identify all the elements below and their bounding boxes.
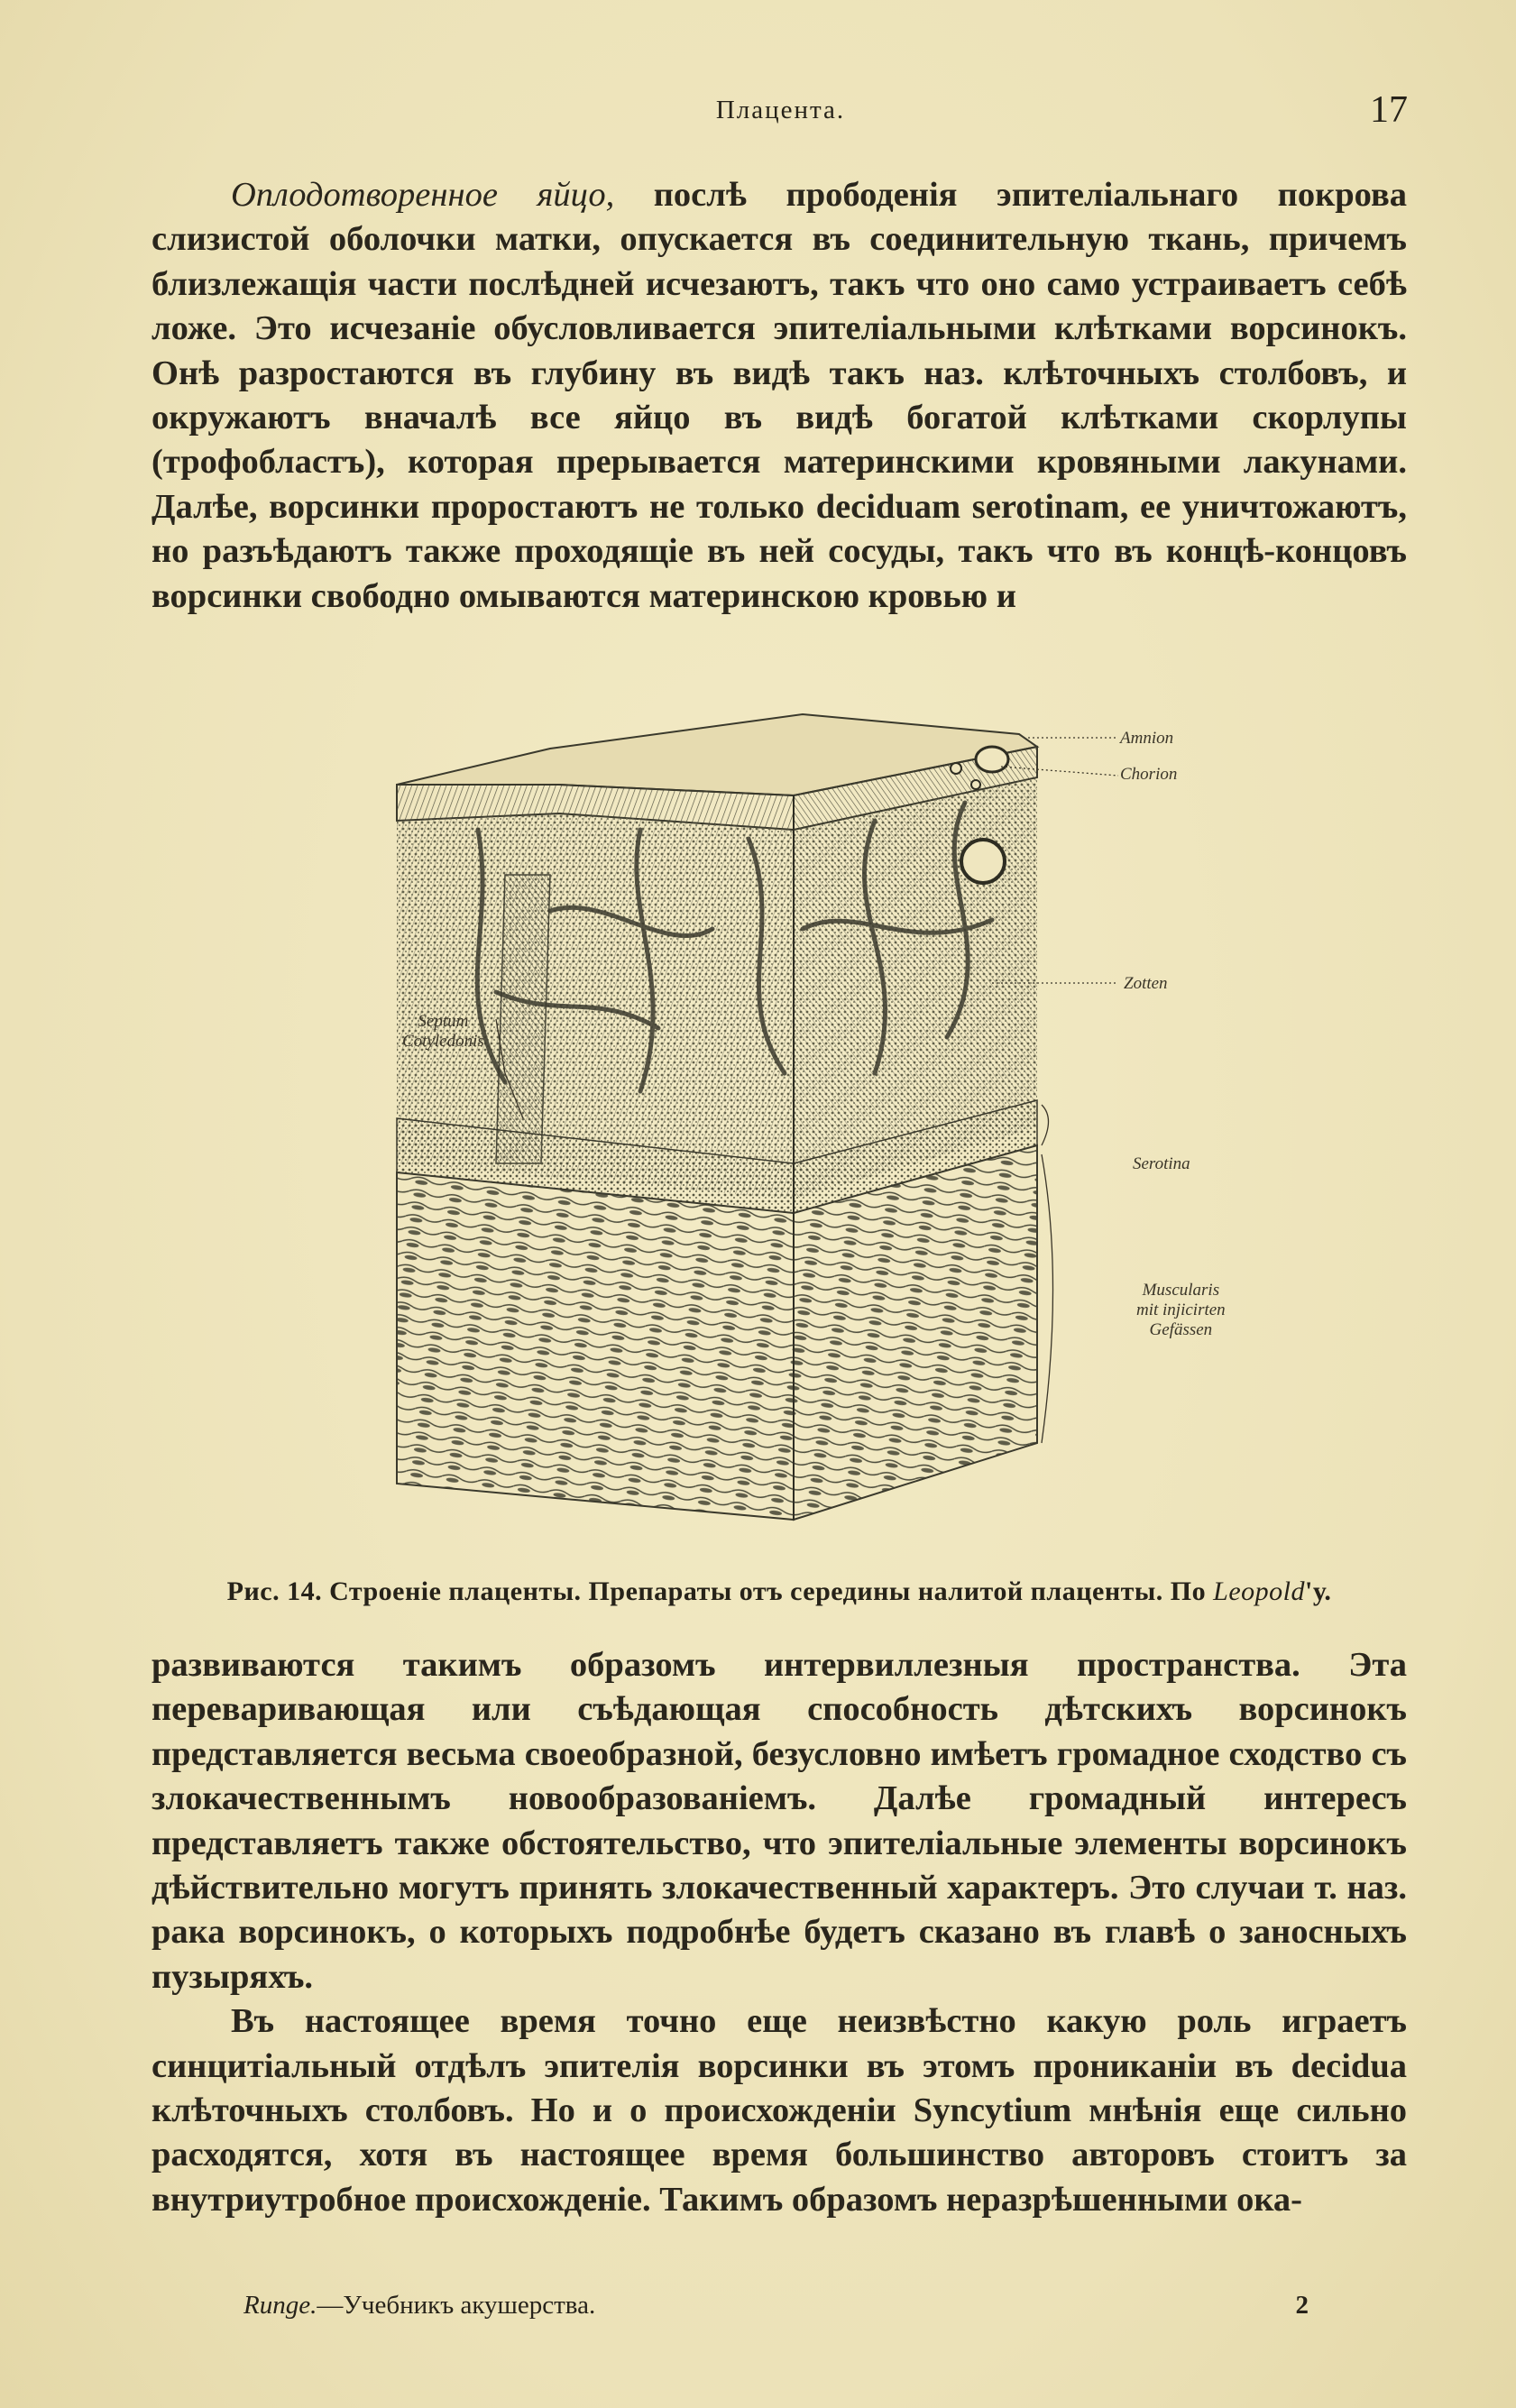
footer-signature: 2 — [1295, 2291, 1309, 2320]
label-muscularis — [1136, 1281, 1226, 1340]
footer-book-title: —Учебникъ акушерства. — [317, 2291, 596, 2320]
paragraph-top-text: послѣ прободенія эпителіальнаго покрова слизистой оболочки матки, опускается въ соединительную ткань, причемъ близлежащія части послѣдней исчезаютъ, такъ что оно само устраиваетъ себѣ ложе. Это исчезаніе обусловливается эпителіальными клѣтками ворсинокъ. Онѣ разростаются въ глубину въ видѣ такъ наз. клѣточныхъ столбовъ, и окружаютъ вначалѣ все яйцо въ видѣ богатой клѣтками скорлупы (трофобластъ), которая прерывается материнскими кровяными лакунами. Далѣе, ворсинки проростаютъ не только deciduam serotinam, ее уничтожаютъ, но разъѣдаютъ также проходящіе въ ней сосуды, такъ что въ концѣ-концовъ ворсинки свободно омываются материнскою кровью и — [152, 176, 1408, 615]
placenta-illustration — [370, 694, 1227, 1560]
caption-text: Рис. 14. Строеніе плаценты. Препараты отъ середины налитой плаценты. По — [226, 1576, 1207, 1606]
label-muscularis-line3: Gefässen — [1149, 1320, 1213, 1339]
label-zotten: Zotten — [1124, 974, 1168, 993]
lead-italic: Оплодотворенное яйцо, — [231, 176, 615, 214]
label-serotina: Serotina — [1133, 1154, 1190, 1173]
figure-caption — [152, 1576, 1407, 1607]
label-muscularis-line1: Muscularis — [1142, 1281, 1220, 1300]
label-chorion: Chorion — [1120, 765, 1178, 784]
text-top — [152, 173, 1407, 619]
footer-title — [243, 2291, 595, 2321]
text-bottom — [152, 1643, 1407, 2222]
label-septum-line1: Septum — [418, 1012, 469, 1031]
label-muscularis-line2: mit injicirten — [1136, 1301, 1226, 1319]
label-amnion: Amnion — [1120, 729, 1174, 748]
page-header — [153, 88, 1408, 133]
paragraph-top — [152, 173, 1407, 619]
running-title: Плацента. — [715, 96, 846, 124]
page-footer — [243, 2291, 1309, 2327]
label-septum-line2: Cotyledonis — [402, 1032, 484, 1051]
paragraph-bottom-1: развиваются такимъ образомъ интервиллезныя пространства. Эта переваривающая или съѣдающая способность дѣтскихъ ворсинокъ представляется весьма своеобразной, безусловно имѣетъ громадное сходство съ злокачественнымъ новообразованіемъ. Далѣе громадный интересъ представляетъ также обстоятельство, что эпителіальные элементы ворсинокъ дѣйствительно могутъ принять злокачественный характеръ. Это случаи т. наз. рака ворсинокъ, о которыхъ подробнѣе будетъ сказано въ главѣ о заносныхъ пузыряхъ. — [152, 1646, 1407, 1996]
footer-author: Runge. — [243, 2291, 317, 2320]
caption-author: Leopold — [1213, 1576, 1305, 1606]
page-number: 17 — [1370, 89, 1408, 131]
label-septum — [402, 1012, 484, 1052]
placenta-figure — [370, 694, 1227, 1560]
paragraph-bottom-2: Въ настоящее время точно еще неизвѣстно какую роль играетъ синцитіальный отдѣлъ эпителія ворсинки въ этомъ проникaніи въ decidua клѣточныхъ столбовъ. Но и о происхожденіи Syncytium мнѣнія еще сильно расходятся, хотя въ настоящее время большинство авторовъ стоитъ за внутриутробное происхожденіе. Такимъ образомъ неразрѣшенными ока- — [152, 2002, 1407, 2219]
caption-suffix: 'у. — [1304, 1576, 1332, 1606]
